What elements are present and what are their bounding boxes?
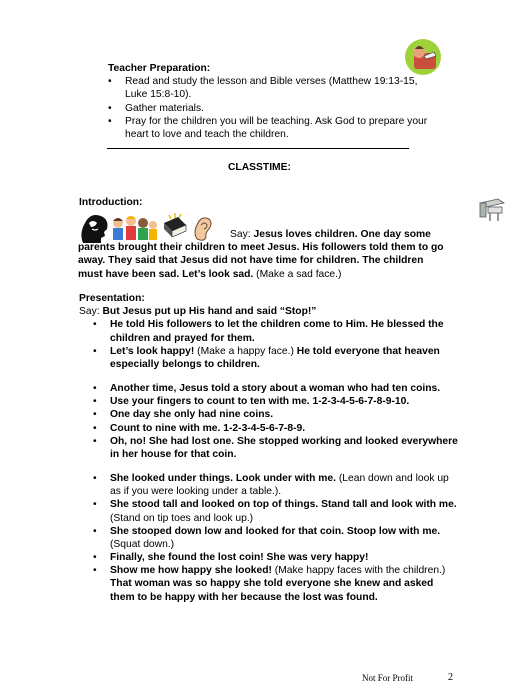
teacher-preparation-section [108,62,438,141]
list-item [110,345,459,371]
item-bold: She stood tall and looked on top of things. Stand tall and look with me. [110,499,457,511]
presentation-list-1 [110,318,459,371]
school-desk-icon [476,193,506,223]
list-item [110,564,459,604]
item-direction: (Make a happy face.) [197,345,294,357]
introduction-text [78,228,444,281]
item-direction: (Stand on tip toes and look up.) [110,512,254,524]
presentation-list-2 [110,382,459,461]
item-bold: Finally, she found the lost coin! She was very happy! [110,552,369,564]
page-number: 2 [448,672,453,683]
introduction-heading: Introduction: [79,197,143,208]
item-direction: (Squat down.) [110,538,175,550]
item-bold: Oh, no! She had lost one. She stopped working and looked everywhere in her house for that coin. [110,435,458,460]
item-bold: Use your fingers to count to ten with me. 1-2-3-4-5-6-7-8-9-10. [110,396,410,408]
teacher-preparation-heading: Teacher Preparation: [108,63,211,74]
prep-item: • Gather materials. [125,102,438,115]
list-item [110,498,459,524]
say-label: Say: [79,306,100,318]
list-item [110,472,459,498]
list-item [110,435,459,461]
prep-item: • Pray for the children you will be teaching. Ask God to prepare your heart to love and teach the children. [125,115,438,141]
list-item [110,318,459,344]
item-bold: Show me how happy she looked! [110,565,272,577]
classtime-heading: CLASSTIME: [228,162,291,173]
list-item [110,408,459,421]
item-bold: He told His followers to let the children come to Him. He blessed the children and prayed for them. [110,319,444,344]
presentation-heading: Presentation: [79,293,145,304]
list-item [110,395,459,408]
item-bold: She looked under things. Look under with me. [110,473,336,485]
item-bold: That woman was so happy she told everyone she knew and asked them to be happy with her because the lost was found. [110,578,434,603]
presentation-lead-text: But Jesus put up His hand and said “Stop!” [102,306,317,318]
prep-item: • Read and study the lesson and Bible verses (Matthew 19:13-15, Luke 15:8-10). [125,75,438,101]
presentation-lead [79,305,459,318]
section-divider [107,148,409,149]
item-bold: Let’s look happy! [110,345,195,357]
list-item [110,525,459,551]
item-bold: Count to nine with me. 1-2-3-4-5-6-7-8-9. [110,422,306,434]
introduction-direction: (Make a sad face.) [256,268,342,280]
presentation-section [79,292,459,604]
item-direction: (Lean down and look up as if you were looking under a table.). [110,473,449,498]
introduction-speech: Jesus loves children. One day some parents brought their children to meet Jesus. His followers told them to go away. They said that Jesus did not have time for children. The children must have been sad. Let’s look sad. [78,229,444,280]
item-bold: He told everyone that heaven especially belongs to children. [110,345,440,370]
say-label: Say: [230,229,251,240]
item-bold: One day she only had nine coins. [110,409,274,421]
footer-text: Not For Profit [362,673,414,683]
item-direction: (Make happy faces with the children.) [274,565,446,577]
item-bold: She stooped down low and looked for that coin. Stoop low with me. [110,525,441,537]
list-item [110,382,459,395]
presentation-list-3 [110,472,459,604]
list-item [110,551,459,564]
item-bold: Another time, Jesus told a story about a woman who had ten coins. [110,383,441,395]
list-item [110,422,459,435]
